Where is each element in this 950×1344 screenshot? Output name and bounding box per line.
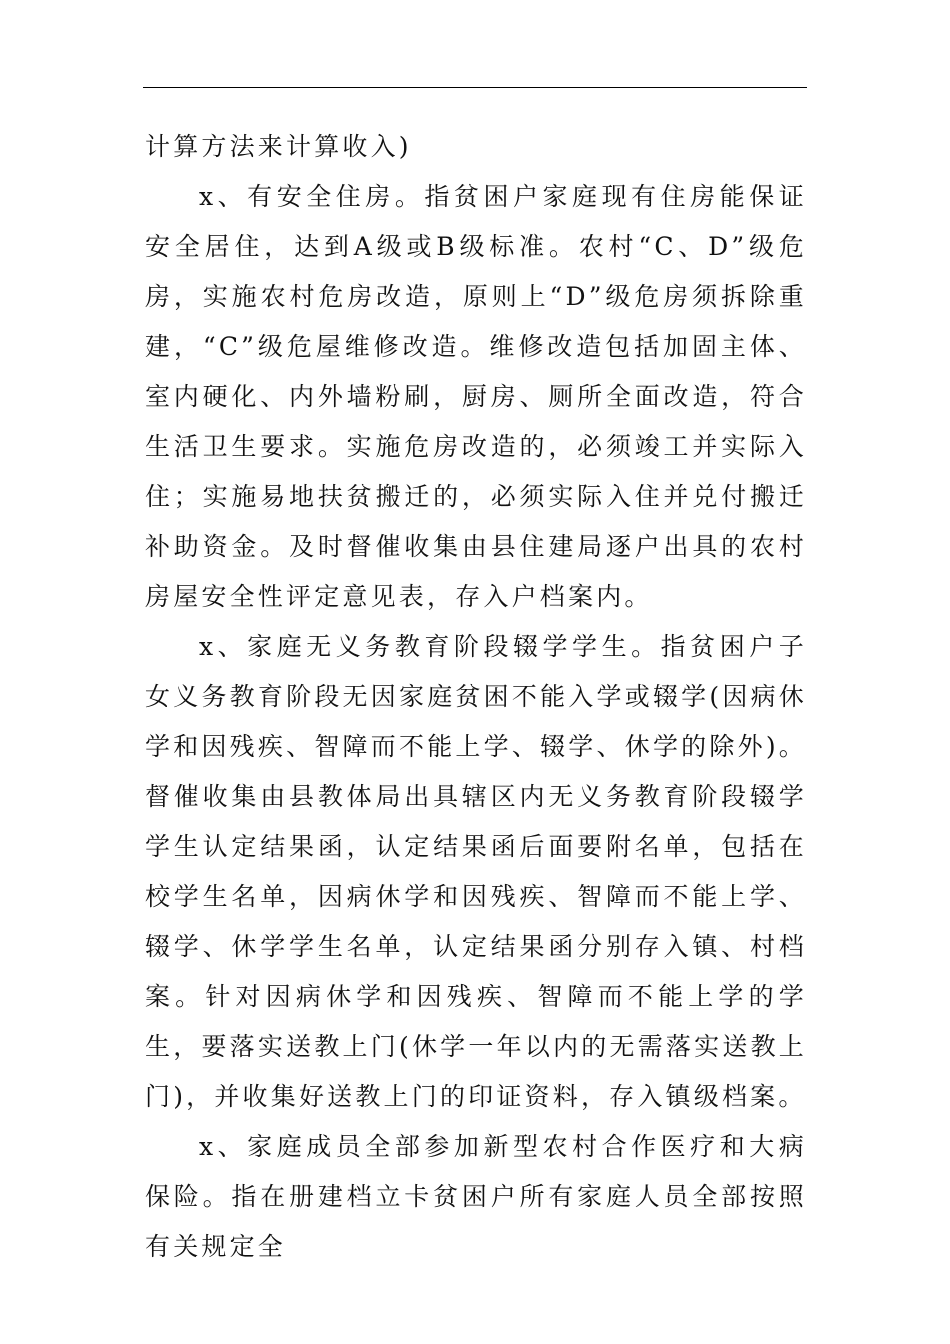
paragraph-no-dropout: x、家庭无义务教育阶段辍学学生。指贫困户子女义务教育阶段无因家庭贫困不能入学或辍学(因病休学和因残疾、智障而不能上学、辍学、休学的除外)。督催收集由县教体局出具辖区内无义务教育阶段辍学学生认定结果函，认定结果函后面要附名单，包括在校学生名单，因病休学和因残疾、智障而不能上学、辍学、休学学生名单，认定结果函分别存入镇、村档案。针对因病休学和因残疾、智障而不能上学的学生，要落实送教上门(休学一年以内的无需落实送教上门)，并收集好送教上门的印证资料，存入镇级档案。 [145,632,807,1111]
paragraph-continuation: 计算方法来计算收入) [145,132,412,161]
document-body [145,122,807,1272]
header-rule [143,87,807,88]
paragraph-safe-housing: x、有安全住房。指贫困户家庭现有住房能保证安全居住，达到A级或B级标准。农村“C、D”级危房，实施农村危房改造，原则上“D”级危房须拆除重建，“C”级危屋维修改造。维修改造包括加固主体、室内硬化、内外墙粉刷，厨房、厕所全面改造，符合生活卫生要求。实施危房改造的，必须竣工并实际入住；实施易地扶贫搬迁的，必须实际入住并兑付搬迁补助资金。及时督催收集由县住建局逐户出具的农村房屋安全性评定意见表，存入户档案内。 [145,182,807,611]
paragraph-medical-insurance: x、家庭成员全部参加新型农村合作医疗和大病保险。指在册建档立卡贫困户所有家庭人员全部按照有关规定全 [145,1132,807,1261]
